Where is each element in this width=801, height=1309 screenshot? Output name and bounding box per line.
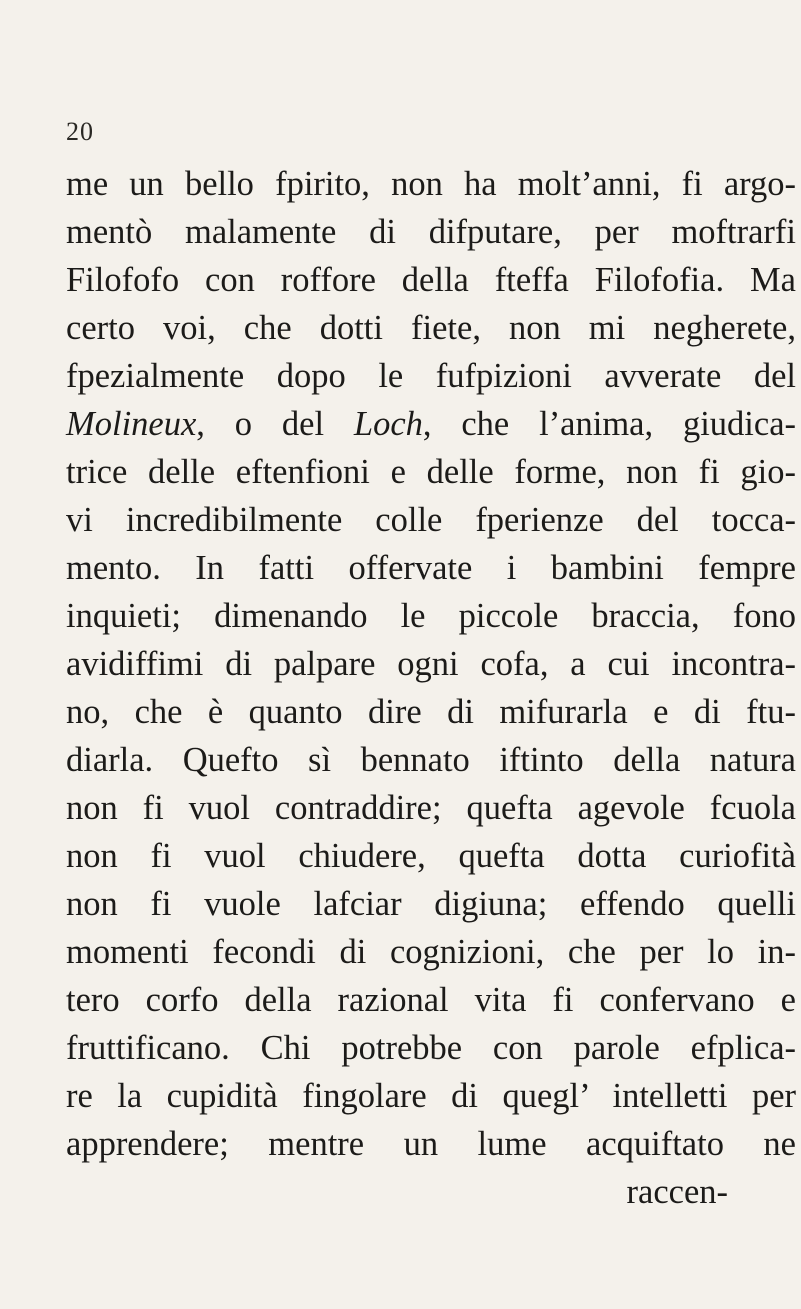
text-segment: apprendere; mentre un lume acquiftato ne — [66, 1125, 796, 1163]
text-line — [66, 400, 796, 448]
text-segment: mentò malamente di difputare, per moftrarfi — [66, 213, 796, 251]
text-segment: Filofofo con roffore della fteffa Filofofia. Ma — [66, 261, 796, 299]
text-line — [66, 832, 796, 880]
text-segment: tero corfo della razional vita fi confervano e — [66, 981, 796, 1019]
page-number: 20 — [66, 117, 94, 146]
text-line — [66, 640, 796, 688]
text-line — [66, 208, 796, 256]
body-text — [66, 160, 796, 1216]
text-line — [66, 496, 796, 544]
text-segment: non fi vuole lafciar digiuna; effendo quelli — [66, 885, 796, 923]
text-segment: fruttificano. Chi potrebbe con parole efplica- — [66, 1029, 796, 1067]
text-line — [66, 160, 796, 208]
text-line — [66, 592, 796, 640]
text-segment: diarla. Quefto sì bennato iftinto della natura — [66, 741, 796, 779]
text-line — [66, 1072, 796, 1120]
text-segment: avidiffimi di palpare ogni cofa, a cui incontra- — [66, 645, 796, 683]
text-segment: raccen- — [626, 1173, 728, 1211]
italic-name: Molineux — [66, 405, 197, 443]
text-segment: momenti fecondi di cognizioni, che per lo in- — [66, 933, 796, 971]
text-segment: re la cupidità fingolare di quegl’ intelletti per — [66, 1077, 796, 1115]
text-segment: certo voi, che dotti fiete, non mi negherete, — [66, 309, 796, 347]
text-segment: non fi vuol chiudere, quefta dotta curiofità — [66, 837, 796, 875]
text-line — [66, 880, 796, 928]
text-segment: trice delle eftenfioni e delle forme, non fi gio- — [66, 453, 796, 491]
text-line — [66, 304, 796, 352]
text-segment: mento. In fatti offervate i bambini fempre — [66, 549, 796, 587]
text-segment: fpezialmente dopo le fufpizioni avverate del — [66, 357, 796, 395]
text-line — [66, 976, 796, 1024]
italic-name: Loch — [353, 405, 423, 443]
text-segment: non fi vuol contraddire; quefta agevole fcuola — [66, 789, 796, 827]
text-segment: vi incredibilmente colle fperienze del tocca- — [66, 501, 796, 539]
text-segment: inquieti; dimenando le piccole braccia, fono — [66, 597, 796, 635]
text-line — [66, 784, 796, 832]
text-line — [66, 736, 796, 784]
text-segment: , che l’anima, giudica- — [422, 405, 796, 443]
text-line — [66, 928, 796, 976]
text-line — [66, 688, 796, 736]
text-line — [66, 1120, 796, 1168]
text-line — [66, 1168, 796, 1216]
text-segment: no, che è quanto dire di mifurarla e di ftu- — [66, 693, 796, 731]
text-segment: , o del — [196, 405, 354, 443]
text-line — [66, 256, 796, 304]
text-line — [66, 544, 796, 592]
text-line — [66, 448, 796, 496]
text-line — [66, 1024, 796, 1072]
text-line — [66, 352, 796, 400]
text-segment: me un bello fpirito, non ha molt’anni, fi argo- — [66, 165, 796, 203]
